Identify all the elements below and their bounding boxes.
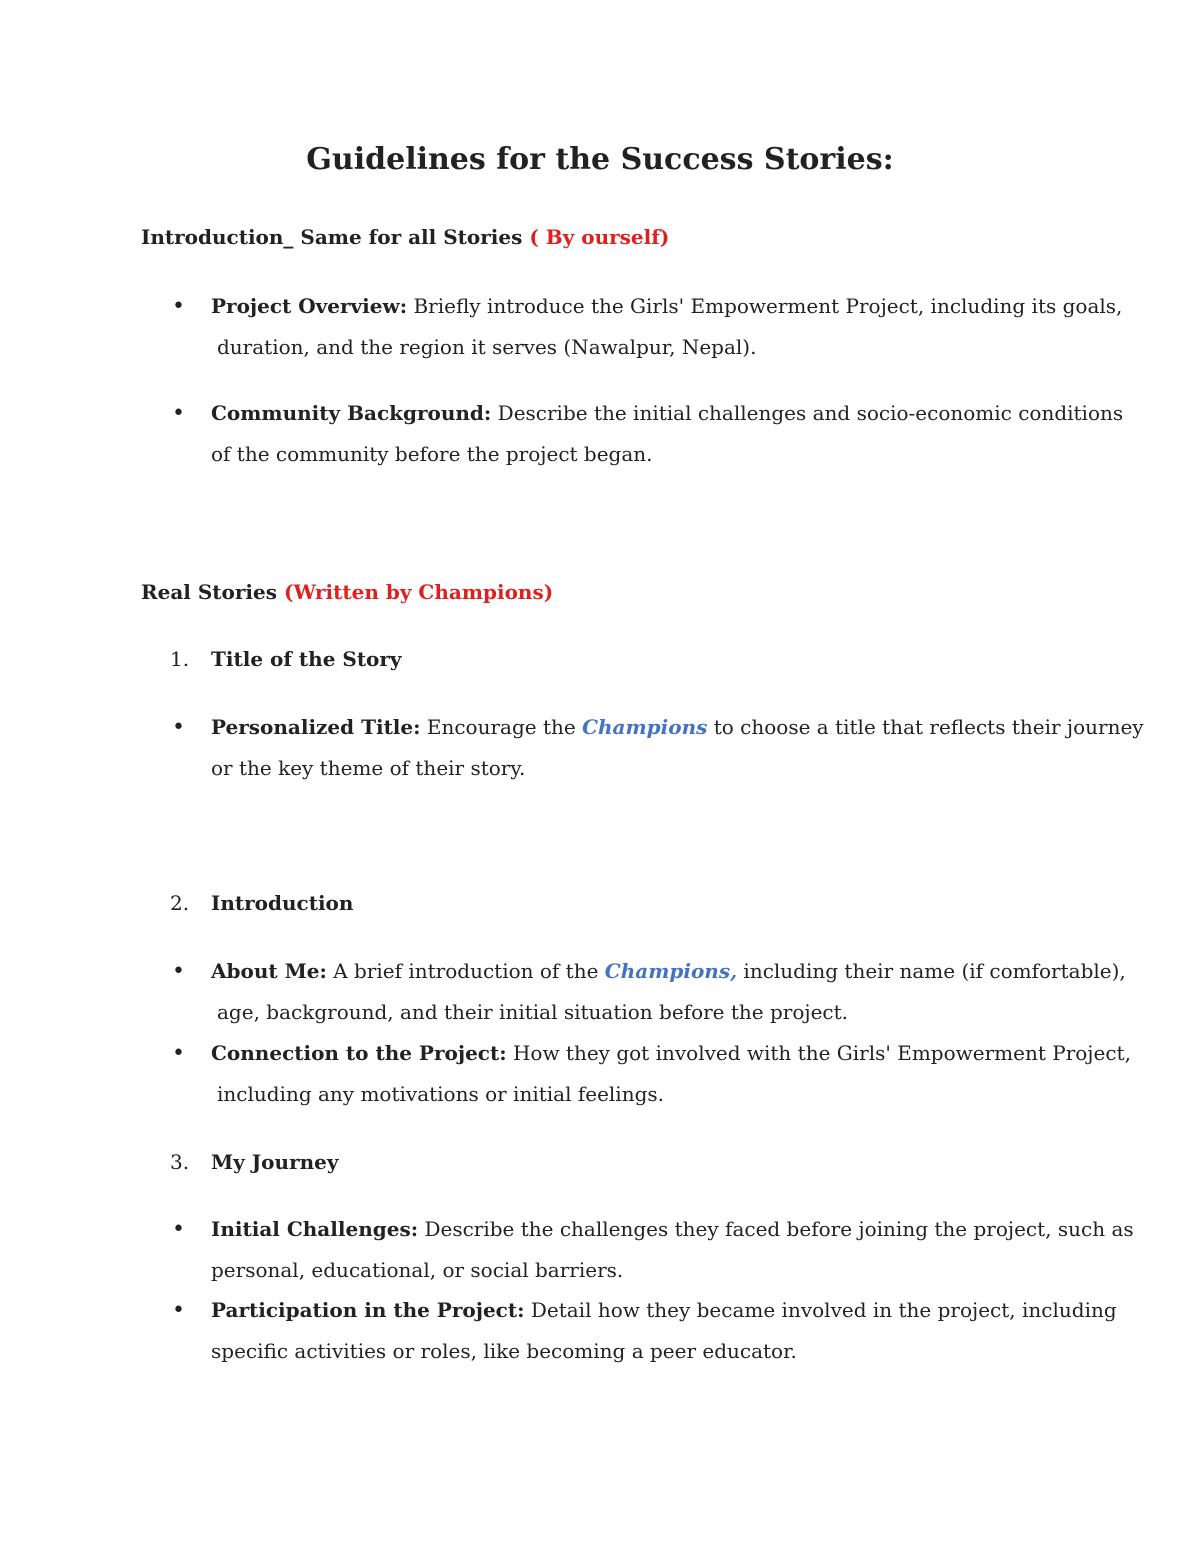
bullet-icon: • <box>172 715 185 740</box>
bullet-icon: • <box>172 294 185 319</box>
item-text: Detail how they became involved in the project, including <box>524 1298 1117 1322</box>
item-text: Briefly introduce the Girls' Empowerment Project, including its goals, <box>407 294 1123 318</box>
item-label: Initial Challenges: <box>211 1217 419 1241</box>
item-number: 2. <box>170 891 190 915</box>
item-label: About Me: <box>211 959 327 983</box>
bullet-icon: • <box>172 1298 185 1323</box>
item-text-continued: age, background, and their initial situation before the project. <box>217 1000 849 1024</box>
bullet-icon: • <box>172 959 185 984</box>
item-text: Describe the initial challenges and socio-economic conditions <box>491 401 1124 425</box>
champions-highlight: Champions, <box>604 959 738 983</box>
champions-highlight: Champions <box>582 715 708 739</box>
item-text-continued: personal, educational, or social barriers. <box>211 1258 624 1282</box>
item-text: How they got involved with the Girls' Empowerment Project, <box>506 1041 1131 1065</box>
item-label: Project Overview: <box>211 294 408 318</box>
part-title: Title of the Story <box>211 647 402 671</box>
bullet-icon: • <box>172 1217 185 1242</box>
intro-heading-note: ( By ourself) <box>529 225 670 249</box>
document-title: Guidelines for the Success Stories: <box>306 142 894 177</box>
item-label: Connection to the Project: <box>211 1041 507 1065</box>
item-text-continued: specific activities or roles, like becoming a peer educator. <box>211 1339 797 1363</box>
item-text-continued: of the community before the project began. <box>211 442 653 466</box>
intro-heading-text: Introduction_ Same for all Stories <box>141 225 523 249</box>
bullet-icon: • <box>172 401 185 426</box>
item-number: 1. <box>170 647 190 671</box>
item-label: Participation in the Project: <box>211 1298 525 1322</box>
real-stories-heading <box>141 577 553 607</box>
part-title: Introduction <box>211 891 354 915</box>
item-label: Community Background: <box>211 401 492 425</box>
real-heading-note: (Written by Champions) <box>283 580 554 604</box>
bullet-icon: • <box>172 1041 185 1066</box>
item-text-continued: duration, and the region it serves (Nawalpur, Nepal). <box>217 335 757 359</box>
intro-section-heading <box>141 222 669 252</box>
item-label: Personalized Title: <box>211 715 421 739</box>
real-heading-text: Real Stories <box>141 580 278 604</box>
item-text: Describe the challenges they faced before joining the project, such as <box>418 1217 1134 1241</box>
item-text: to choose a title that reflects their journey <box>707 715 1144 739</box>
item-number: 3. <box>170 1150 190 1174</box>
item-text-continued: or the key theme of their story. <box>211 756 526 780</box>
part-title: My Journey <box>211 1150 339 1174</box>
item-text: Encourage the <box>420 715 583 739</box>
item-text-continued: including any motivations or initial feelings. <box>217 1082 665 1106</box>
item-text: including their name (if comfortable), <box>737 959 1126 983</box>
item-text: A brief introduction of the <box>326 959 605 983</box>
